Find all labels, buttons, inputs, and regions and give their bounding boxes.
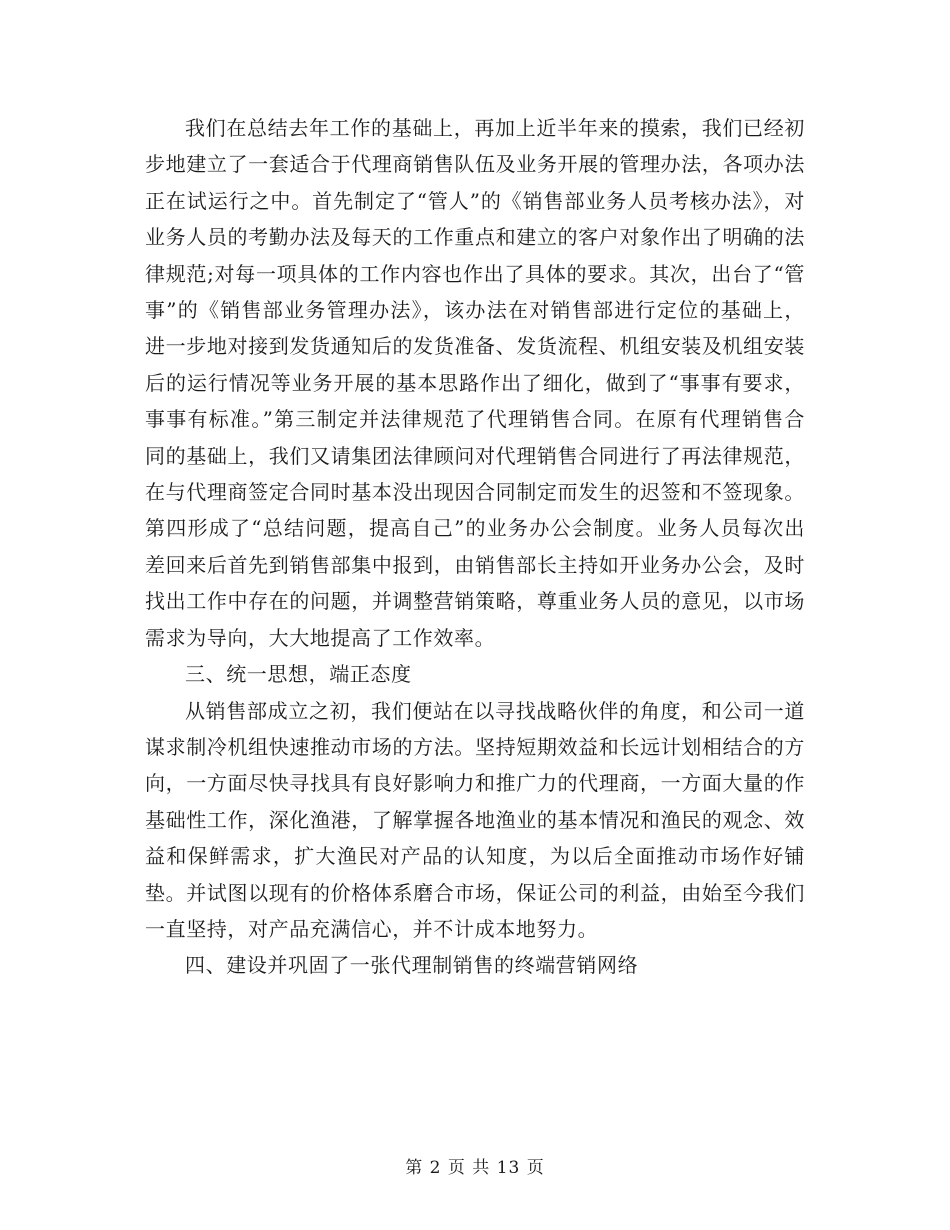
section-heading-unify-thinking: 三、统一思想，端正态度 (185, 662, 412, 687)
paragraph-strategic-partner: 从销售部成立之初，我们便站在以寻找战略伙伴的角度，和公司一道谋求制冷机组快速推动市场的方法。坚持短期效益和长远计划相结合的方向，一方面尽快寻找具有良好影响力和推广力的代理商，一方面大量的作基础性工作，深化渔港，了解掌握各地渔业的基本情况和渔民的观念、效益和保鲜需求，扩大渔民对产品的认知度，为以后全面推动市场作好铺垫。并试图以现有的价格体系磨合市场，保证公司的利益，由始至今我们一直坚持，对产品充满信心，并不计成本地努力。 (145, 698, 805, 941)
section-heading-sales-network: 四、建设并巩固了一张代理制销售的终端营销网络 (185, 953, 639, 978)
document-body (145, 110, 805, 984)
page-number-footer: 第 2 页 共 13 页 (405, 1158, 545, 1178)
paragraph-management-methods: 我们在总结去年工作的基础上，再加上近半年来的摸索，我们已经初步地建立了一套适合于代理商销售队伍及业务开展的管理办法，各项办法正在试运行之中。首先制定了“管人”的《销售部业务人员考核办法》，对业务人员的考勤办法及每天的工作重点和建立的客户对象作出了明确的法律规范;对每一项具体的工作内容也作出了具体的要求。其次，出台了“管事”的《销售部业务管理办法》，该办法在对销售部进行定位的基础上，进一步地对接到发货通知后的发货准备、发货流程、机组安装及机组安装后的运行情况等业务开展的基本思路作出了细化，做到了“事事有要求，事事有标准。”第三制定并法律规范了代理销售合同。在原有代理销售合同的基础上，我们又请集团法律顾问对代理销售合同进行了再法律规范，在与代理商签定合同时基本没出现因合同制定而发生的迟签和不签现象。第四形成了“总结问题，提高自己”的业务办公会制度。业务人员每次出差回来后首先到销售部集中报到，由销售部长主持如开业务办公会，及时找出工作中存在的问题，并调整营销策略，尊重业务人员的意见，以市场需求为导向，大大地提高了工作效率。 (145, 116, 805, 650)
